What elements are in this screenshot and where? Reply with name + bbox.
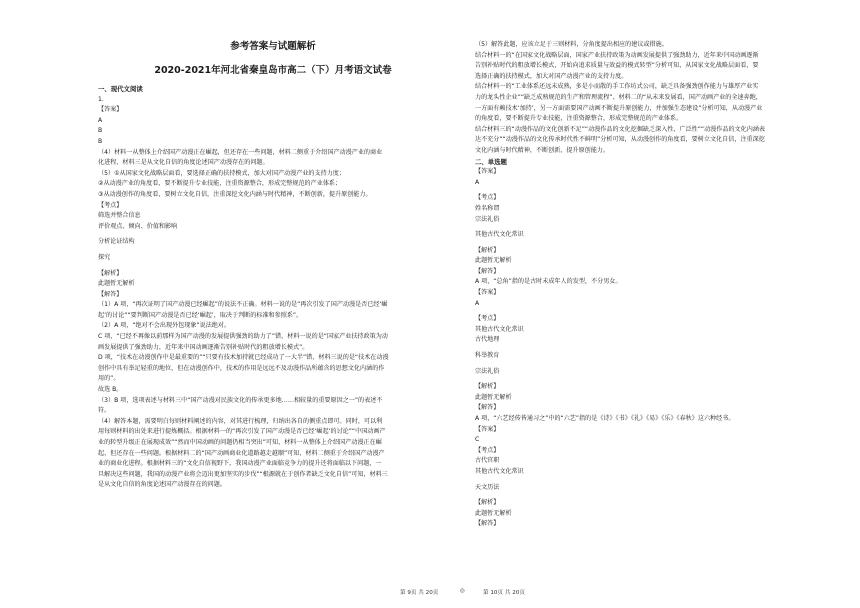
- text-line: 其他古代文化常识: [475, 231, 524, 239]
- text-line: 用的”。: [98, 375, 120, 383]
- text-line: 结合材料一的“在国家文化战略层面，国家产业扶持政策为动画发展提供了强劲助力，近年来中国动画逐渐: [475, 51, 759, 59]
- text-line: （5）①从国家文化战略层面看，要选择正确的扶持模式，加大对国产动漫产业的支持力度；: [98, 169, 345, 177]
- text-line: 旦解决这些问题，我国的动漫产业将会迈出更加坚实的步伐”“根源就在于创作者缺乏文化自信”可知，材料三: [98, 470, 388, 478]
- text-line: 【解答】: [475, 404, 500, 412]
- text-line: 古代官职: [475, 457, 500, 465]
- text-line: 宗法礼俗: [475, 215, 500, 223]
- text-line: D 项，“技术在动漫创作中是最重要的”“只要有技术加持就已经成功了一大半”错，材料三说的是“技术在动漫: [98, 354, 389, 362]
- footer-separator-icon: ◎: [460, 588, 465, 594]
- text-line: ②从动漫产业的角度看，要不断提升专业技能，注重资源整合，形成完整规范的产业体系；: [98, 180, 342, 188]
- text-line: 其他古代文化常识: [475, 325, 524, 333]
- text-line: 【解析】: [475, 383, 500, 391]
- section-heading-choice: 二、单选题: [475, 157, 507, 166]
- text-line: （3）B 项，选项表述与材料三中“国产动漫对民族文化的传承更多地……相较量的重要原因之一”的表述不: [98, 396, 383, 404]
- text-line: C 项，“已经不再像以前那样为国产动漫的发展提供强劲的助力了”错，材料一说的是“国家产业扶持政策为动: [98, 333, 388, 341]
- text-line: 【答案】: [475, 425, 500, 433]
- text-line: 1.: [98, 95, 104, 103]
- text-line: B: [98, 127, 103, 135]
- text-line: 【考点】: [475, 194, 500, 202]
- text-line: 筛选并整合信息: [98, 212, 141, 220]
- text-line: 【解答】: [98, 290, 123, 298]
- text-line: 结合材料一的“工业体系还远未成熟，多是小而散的手工作坊式公司，缺乏具备强劲创作能力与雄厚产业实: [475, 83, 759, 91]
- text-line: （5）解答此题，应该立足于三则材料，分角度提出相应的建议或措施。: [475, 41, 668, 48]
- left-text-block: [98, 95, 448, 491]
- text-line: 【答案】: [475, 168, 500, 176]
- text-line: （1）A 项，“再次证明了国产动漫已经崛起”的说法不正确。材料一说的是“再次引发了国产动漫是否已经‘崛: [98, 301, 388, 309]
- text-line: C: [475, 436, 480, 444]
- text-line: 评价观点、倾向、价值和影响: [98, 222, 178, 230]
- text-line: 宗法礼俗: [475, 367, 500, 375]
- text-line: 创作中具有举足轻重的地位，但在动漫创作中，技术的作用是远远不及动漫作品所蕴含的思想文化内涵的作: [98, 364, 385, 372]
- text-line: 姓名称谓: [475, 204, 500, 212]
- text-line: 【解答】: [475, 267, 500, 275]
- text-line: 故选 B。: [98, 386, 123, 394]
- text-line: 【解答】: [475, 520, 500, 528]
- text-line: 此题暂无解析: [475, 509, 512, 517]
- text-line: 是从文化自信的角度论述国产动漫存在的问题。: [98, 481, 226, 489]
- text-line: 业的商业化进程。根据材料三的“文化自信视野下，我国动漫产业面临竞争力的提升还将面临以下问题，一: [98, 460, 382, 468]
- text-line: 用每则材料的出处来进行提炼概括。根据材料一的“再次引发了国产动漫是否已经‘崛起’的讨论”“中国动画产: [98, 428, 386, 436]
- text-line: 【考点】: [98, 201, 123, 209]
- text-line: 【考点】: [475, 446, 500, 454]
- text-line: 分析论证结构: [98, 238, 135, 246]
- section-heading-reading: 一、现代文阅读: [98, 85, 143, 93]
- text-line: 其他古代文化常识: [475, 467, 524, 475]
- text-line: 此题暂无解析: [475, 393, 512, 401]
- text-line: 起，但还存在一些问题。根据材料二的“国产动画商业化道路越走越顺”可知，材料二侧重于介绍国产动漫产: [98, 449, 385, 457]
- text-line: 的角度看，要不断提升专业技能，注重资源整合，形成完整规范的产业体系。: [475, 115, 683, 123]
- text-line: 此题暂无解析: [98, 280, 135, 288]
- right-column: [475, 40, 830, 530]
- text-line: 【考点】: [475, 315, 500, 323]
- text-line: （4）材料一从整体上介绍国产动漫正在崛起，但还存在一些问题，材料二侧重于介绍国产动漫产业的商业: [98, 148, 383, 156]
- footer-page-left: 第 9页 共 20页: [400, 590, 439, 596]
- text-line: B: [98, 137, 103, 145]
- text-line: A: [475, 299, 480, 307]
- text-line: 画发展提供了强劲助力，近年来中国动画逐渐告别补贴时代的粗放增长模式”。: [98, 343, 309, 351]
- text-line: A 项，“总角”指的是古时未成年人的发型，不分男女。: [475, 278, 622, 286]
- text-line: 【解析】: [475, 246, 500, 254]
- text-line: A: [98, 116, 103, 124]
- text-line: （4）解答本题，需要明白每则材料阐述的内容，对其进行梳理，归纳出各自的侧重点即可。同时，可以利: [98, 417, 383, 425]
- text-line: 探究: [98, 253, 111, 261]
- doc-title: 参考答案与试题解析: [230, 41, 316, 52]
- text-line: 古代地理: [475, 336, 500, 344]
- text-line: 业的转型升级正在展现成效”“然而中国动画的问题仍相当突出”可知，材料一从整体上介绍国产动漫正在崛: [98, 439, 382, 446]
- text-line: 【解析】: [98, 269, 123, 277]
- text-line: 一方面有赖技术‘加持’，另一方面需要国产动画不断提升原创能力，并加强生态建设”分析可知，从动漫产业: [475, 104, 763, 112]
- text-line: 起’的讨论”“要判断国产动漫是否已经‘崛起’，取决于判断的标准和参照系”。: [98, 311, 303, 319]
- left-column: [98, 36, 448, 491]
- text-line: 告别补贴时代的粗放增长模式，开始向追求质量与效益的模式转型”分析可知，从国家文化战略层面看，要: [475, 62, 759, 70]
- text-line: 力的龙头性企业”“缺乏成熟规范的生产和管理流程”、材料二的“从未来发展看，国产动画产业的全速奔跑，: [475, 93, 762, 101]
- text-line: 达不充分”“动漫作品的文化传承时代性不鲜明”分析可知，从动漫创作的角度看，要树立文化自信，注重深挖: [475, 136, 765, 144]
- right-text-block-a: [475, 40, 830, 157]
- text-line: ③从动漫创作的角度看，要树立文化自信，注重深挖文化内涵与时代精神，不断创新，提升原创能力。: [98, 190, 372, 198]
- text-line: 结合材料三的“动漫作品的文化创新不足”“动漫作品的文化挖掘缺乏深入性、广泛性”“动漫作品的文化内涵表: [475, 125, 766, 133]
- text-line: 【解析】: [475, 499, 500, 507]
- text-line: 文化内涵与时代精神，不断创新，提升原创能力。: [475, 146, 610, 154]
- text-line: 选择正确的扶持模式，加大对国产动漫产业的支持力度。: [475, 72, 628, 80]
- text-line: 天文历法: [475, 483, 500, 491]
- text-line: 【答案】: [98, 106, 123, 114]
- text-line: 【答案】: [475, 289, 500, 297]
- text-line: 化进程，材料三是从文化自信的角度论述国产动漫存在的问题。: [98, 159, 269, 167]
- text-line: 科举教育: [475, 352, 500, 360]
- text-line: A: [475, 178, 480, 186]
- right-text-block-b: [475, 167, 830, 530]
- text-line: 此题暂无解析: [475, 257, 512, 265]
- text-line: 符。: [98, 407, 111, 415]
- text-line: A 项，“六艺经传皆通习之”中的“六艺”指的是《诗》《书》《礼》《易》《乐》《春秋》这六种经书。: [475, 415, 735, 422]
- footer-page-right: 第 10页 共 20页: [483, 590, 525, 596]
- text-line: （2）A 项，“绝对不会出现外包现象”说法绝对。: [98, 322, 231, 330]
- doc-subtitle: 2020-2021年河北省秦皇岛市高二（下）月考语文试卷: [154, 65, 392, 76]
